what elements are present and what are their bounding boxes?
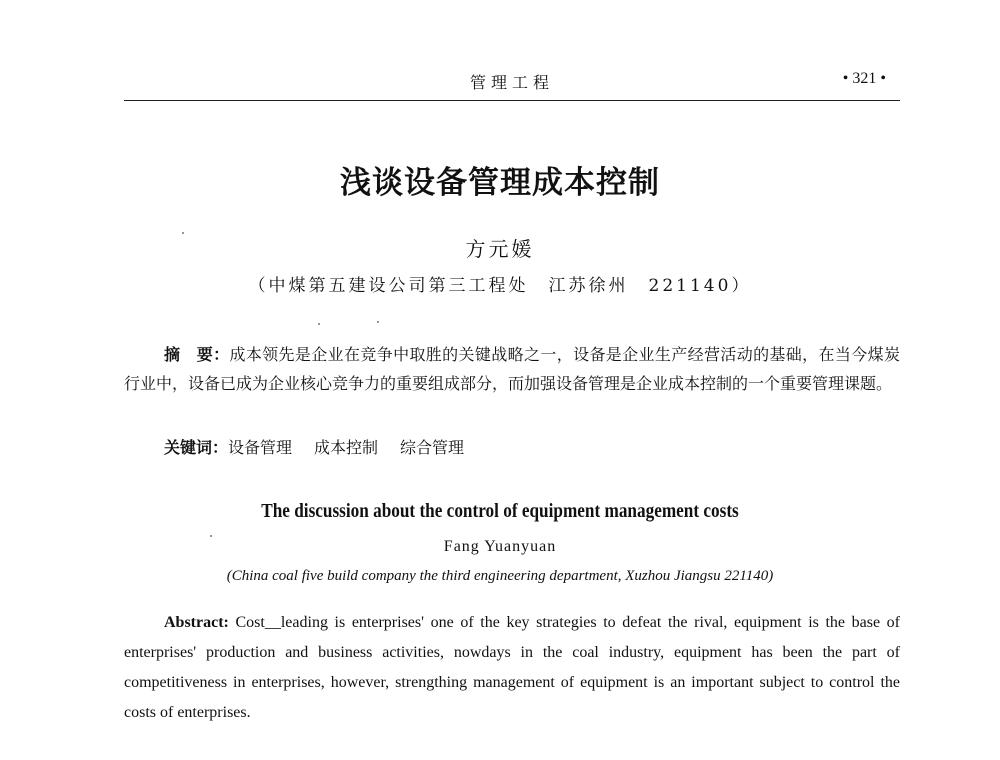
scan-speck <box>182 232 184 234</box>
article-title-en: The discussion about the control of equipment management costs <box>261 500 739 522</box>
keyword-item: 设备管理 <box>228 438 293 457</box>
abstract-en-label: Abstract: <box>164 614 229 631</box>
author-cn: 方元媛 <box>465 237 535 261</box>
keyword-item: 成本控制 <box>314 438 379 457</box>
abstract-en <box>124 608 900 728</box>
keywords-cn <box>164 435 486 458</box>
keywords-cn-label: 关键词： <box>164 438 229 457</box>
keyword-item: 综合管理 <box>400 438 465 457</box>
abstract-cn-text: 成本领先是企业在竞争中取胜的关键战略之一，设备是企业生产经营活动的基础，在当今煤炭行业中，设备已成为企业核心竞争力的重要组成部分，而加强设备管理是企业成本控制的一个重要管理课题。 <box>124 345 900 393</box>
author-en: Fang Yuanyuan <box>443 538 557 555</box>
affiliation-cn: （中煤第五建设公司第三工程处 江苏徐州 221140） <box>248 276 752 296</box>
article-title-cn: 浅谈设备管理成本控制 <box>340 165 660 201</box>
journal-name: 管理工程 <box>469 73 554 92</box>
page-number: • 321 • <box>842 70 886 87</box>
abstract-en-text: Cost__leading is enterprises' one of the key strategies to defeat the rival, equipment is the base of enterprises' production and business activities, nowdays in the coal industry, equipment has been the part of competitiveness in enterprises, however, strengthing management of equipment is an important subject to control the costs of enterprises. <box>124 614 901 721</box>
scan-speck <box>318 323 320 325</box>
affiliation-en: (China coal five build company the third engineering department, Xuzhou Jiangsu 221140) <box>226 568 774 584</box>
scan-speck <box>210 535 212 537</box>
abstract-cn-label: 摘 要： <box>164 345 230 364</box>
scan-speck <box>377 321 379 323</box>
running-header <box>124 68 900 101</box>
abstract-cn <box>124 340 900 398</box>
